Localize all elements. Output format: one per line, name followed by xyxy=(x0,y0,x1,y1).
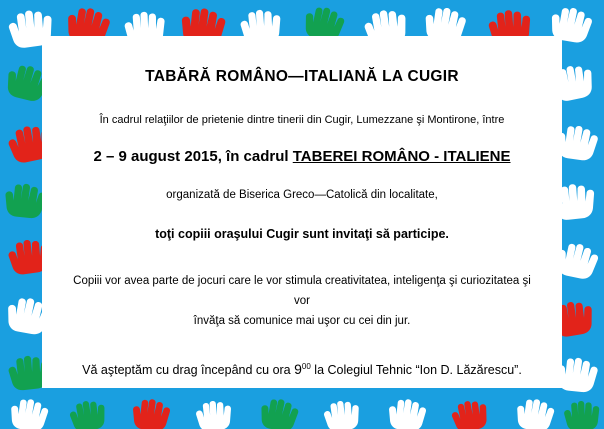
hand-print-icon xyxy=(3,389,55,429)
hand-print-icon xyxy=(63,391,114,429)
poster-content-card xyxy=(42,36,562,388)
hand-print-icon xyxy=(252,388,305,429)
body-text-line-1: Copiii vor avea parte de jocuri care le vor stimula creativitatea, inteligenţa şi curiozitatea şi vor xyxy=(73,275,531,308)
hand-print-icon xyxy=(317,391,367,429)
dates-line xyxy=(68,148,536,165)
hand-print-icon xyxy=(382,390,433,429)
hand-print-icon xyxy=(190,392,238,429)
page-title: TABĂRĂ ROMÂNO—ITALIANĂ LA CUGIR xyxy=(145,68,459,85)
hand-print-icon xyxy=(509,389,561,429)
closing-hour-minutes: 00 xyxy=(301,362,311,372)
camp-name-underlined: TABEREI ROMÂNO - ITALIENE xyxy=(292,148,511,165)
closing-hour: 9 xyxy=(294,361,302,378)
intro-text: În cadrul relaţiilor de prietenie dintre tinerii din Cugir, Lumezzane şi Montirone, între xyxy=(99,114,505,126)
hand-print-icon xyxy=(126,390,177,429)
body-text-line-2: învăţa să comunice mai uşor cu cei din jur. xyxy=(193,315,411,328)
dates-prefix: 2 – 9 august 2015, în cadrul xyxy=(93,148,293,165)
closing-prefix: Vă aşteptăm cu drag începând cu ora xyxy=(82,363,295,378)
closing-line xyxy=(68,361,536,377)
invitation-text: toţi copiii oraşului Cugir sunt invitaţi să participe. xyxy=(155,227,449,241)
closing-suffix: la Colegiul Tehnic “Ion D. Lăzărescu”. xyxy=(310,363,522,378)
body-text xyxy=(68,271,536,331)
hand-print-icon xyxy=(444,390,496,429)
hand-print-icon xyxy=(559,393,604,429)
organizer-text: organizată de Biserica Greco—Catolică din localitate, xyxy=(166,189,438,201)
